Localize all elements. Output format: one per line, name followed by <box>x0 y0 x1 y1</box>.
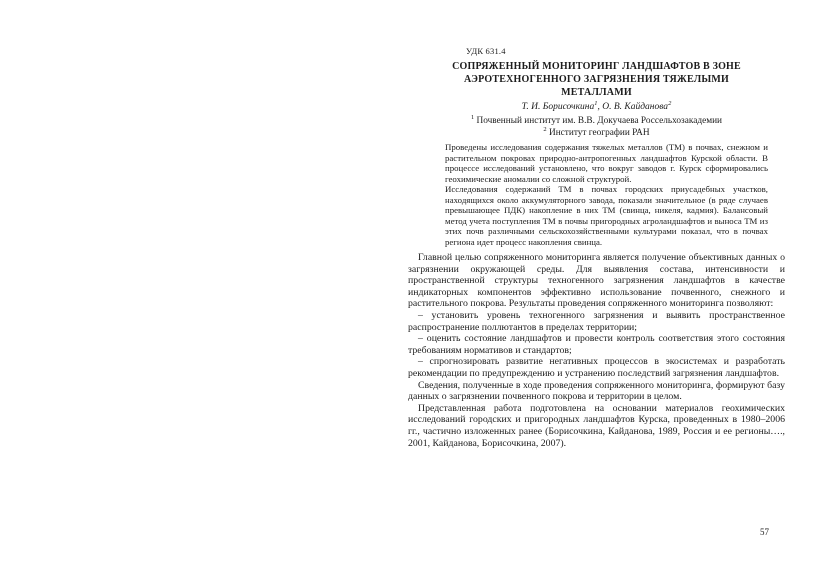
body-list-item: – оценить состояние ландшафтов и провести контроль соответствия этого состояния требованиям нормативов и стандартов; <box>408 333 785 356</box>
body-list-item: – спрогнозировать развитие негативных процессов в экосистемах и разработать рекомендации по предупреждению и устранению последствий загрязнения ландшафтов. <box>408 356 785 379</box>
author-name: О. В. Кайданова <box>602 102 669 112</box>
authors-line <box>408 101 785 113</box>
article-title-line: АЭРОТЕХНОГЕННОГО ЗАГРЯЗНЕНИЯ ТЯЖЕЛЫМИ <box>464 74 729 85</box>
body-paragraph: Главной целью сопряженного мониторинга является получение объективных данных о загрязнении окружающей среды. Для выявления состава, интенсивности и пространственной структуры техногенного загрязнения ландшафтов в качестве индикаторных компонентов эффективно использование почвенного, снежного и растительного покрова. Результаты проведения сопряженного мониторинга позволяют: <box>408 252 785 310</box>
page-number: 57 <box>760 527 769 537</box>
article-title-line: МЕТАЛЛАМИ <box>561 87 632 98</box>
udc-number: УДК 631.4 <box>466 46 506 56</box>
affiliations-block <box>408 113 785 139</box>
body-paragraph: Сведения, полученные в ходе проведения сопряженного мониторинга, формируют базу данных о загрязнении почвенного покрова и территории в целом. <box>408 379 785 403</box>
affiliation-name: Институт географии РАН <box>546 127 650 138</box>
text-column <box>408 46 785 449</box>
article-title <box>408 60 785 99</box>
affiliation-line <box>408 125 785 140</box>
article-title-line: СОПРЯЖЕННЫЙ МОНИТОРИНГ ЛАНДШАФТОВ В ЗОНЕ <box>452 61 741 72</box>
abstract-paragraph: Исследования содержаний ТМ в почвах городских приусадебных участков, находящихся около аккумуляторного завода, показали значительное (в ряде случаев превышающее ПДК) накопление в них ТМ (свинца, никеля, кадмия). Балансовый метод учета поступления ТМ в почвы пригородных агроландшафтов и выноса ТМ из этих почв различными сельскохозяйственными культурами показал, что в почвах региона идет процесс накопления свинца. <box>445 184 768 247</box>
body-list-item: – установить уровень техногенного загрязнения и выявить пространственное распространение поллютантов в пределах территории; <box>408 309 785 333</box>
article-body <box>408 252 785 449</box>
affiliation-superscript: 1 <box>470 113 475 121</box>
affiliation-line <box>408 113 785 128</box>
affiliation-superscript: 2 <box>543 125 547 133</box>
author-name: Т. И. Борисочкина <box>521 102 595 112</box>
author-affiliation-superscript: 2 <box>668 99 672 107</box>
affiliation-name: Почвенный институт им. В.В. Докучаева Россельхозакадемии <box>474 116 723 126</box>
author-affiliation-superscript: 1 <box>594 99 598 107</box>
abstract-block <box>445 142 768 247</box>
body-paragraph: Представленная работа подготовлена на основании материалов геохимических исследований городских и пригородных ландшафтов Курска, проведенных в 1980–2006 гг., частично изложенных ранее (Борисочкина, Кайданова, 1989, Россия и ее регионы…., 2001, Кайданова, Борисочкина, 2007). <box>408 402 785 449</box>
authors-separator: , <box>597 102 603 112</box>
abstract-paragraph: Проведены исследования содержания тяжелых металлов (ТМ) в почвах, снежном и растительном покровах природно-антропогенных ландшафтов Курской области. В процессе исследований установлено, что вокруг заводов г. Курск сформировались геохимические аномалии со сложной структурой. <box>445 142 768 184</box>
